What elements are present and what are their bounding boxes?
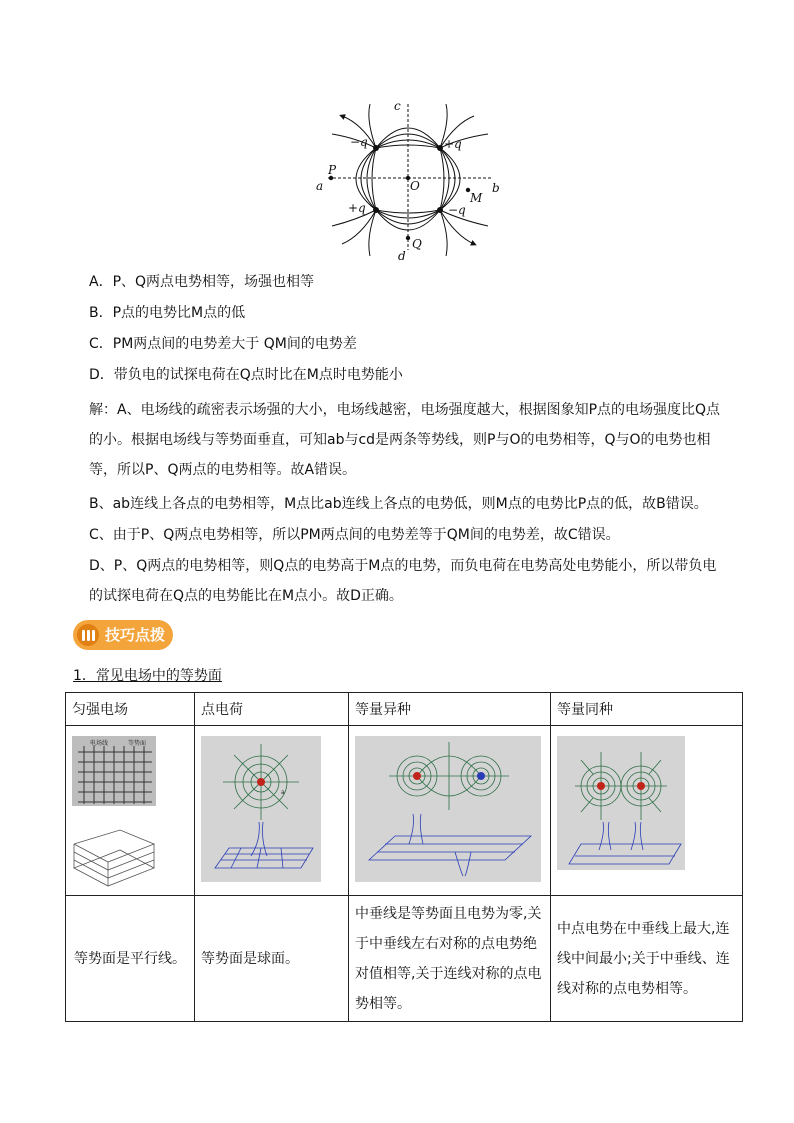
label-P: P [328,163,337,177]
label-d: d [398,249,406,263]
option-c: C．PM两点间的电势差大于 QM间的电势差 [89,336,357,352]
header-uniform-field: 匀强电场 [66,693,195,726]
parallel-planes-figure [72,828,156,888]
section-title: 1．常见电场中的等势面 [73,668,222,684]
like-charges-image [551,726,743,896]
label-pos-q-bottom: +q [348,201,366,215]
label-O: O [410,179,420,193]
point-charge-label: a [281,789,285,796]
solution-paragraph-d: D、P、Q两点的电势相等，则Q点的电势高于M点的电势，而负电荷在电势高处电势能小，所以带负电的试探电荷在Q点的电势能比在M点小。故D正确。 [89,558,717,604]
point-charge-figure [201,736,321,882]
point-charge-description: 等势面是球面。 [195,896,349,1022]
opposite-charges-figure [355,736,541,882]
label-c: c [394,99,401,113]
label-Q: Q [412,237,422,251]
label-M: M [470,191,483,205]
books-icon [77,624,99,646]
label-neg-q-top: −q [350,135,368,149]
label-neg-q-bottom: −q [448,203,466,217]
opposite-charges-description: 中垂线是等势面且电势为零,关于中垂线左右对称的点电势绝对值相等,关于连线对称的点电势相等。 [349,896,551,1022]
equipotential-label: 等势面 [128,740,147,747]
uniform-grid-figure [72,736,156,806]
solution-paragraph-b: B、ab连线上各点的电势相等，M点比ab连线上各点的电势低，则M点的电势比P点的低，故B错误。 [89,496,708,512]
point-charge-image [195,726,349,896]
solution-paragraph-c: C、由于P、Q两点电势相等，所以PM两点间的电势差等于QM间的电势差，故C错误。 [89,527,620,543]
opposite-charges-image [349,726,551,896]
field-line-figure [316,98,506,264]
like-charges-description: 中点电势在中垂线上最大,连线中间最小;关于中垂线、连线对称的点电势相等。 [551,896,743,1022]
option-b: B．P点的电势比M点的低 [89,305,246,321]
option-d: D．带负电的试探电荷在Q点时比在M点时电势能小 [89,367,403,383]
label-a: a [316,179,324,193]
label-b: b [492,181,500,195]
option-a: A．P、Q两点电势相等，场强也相等 [89,274,315,290]
uniform-field-description: 等势面是平行线。 [66,896,195,1022]
header-like-charges: 等量同种 [551,693,743,726]
header-point-charge: 点电荷 [195,693,349,726]
label-pos-q-top: +q [444,137,462,151]
field-line-label: 电场线 [90,740,109,747]
equipotential-table [65,692,743,1022]
solution-paragraph-a: 解：A、电场线的疏密表示场强的大小，电场线越密，电场强度越大，根据图象知P点的电场强度比Q点的小。根据电场线与等势面垂直，可知ab与cd是两条等势线，则P与O的电势相等，Q与O的电势也相等，所以P、Q两点的电势相等。故A错误。 [89,402,721,478]
header-opposite-charges: 等量异种 [349,693,551,726]
tips-badge-label: 技巧点拨 [105,626,166,644]
uniform-field-image [66,726,195,896]
tips-badge [73,620,173,650]
like-charges-figure [557,736,685,870]
